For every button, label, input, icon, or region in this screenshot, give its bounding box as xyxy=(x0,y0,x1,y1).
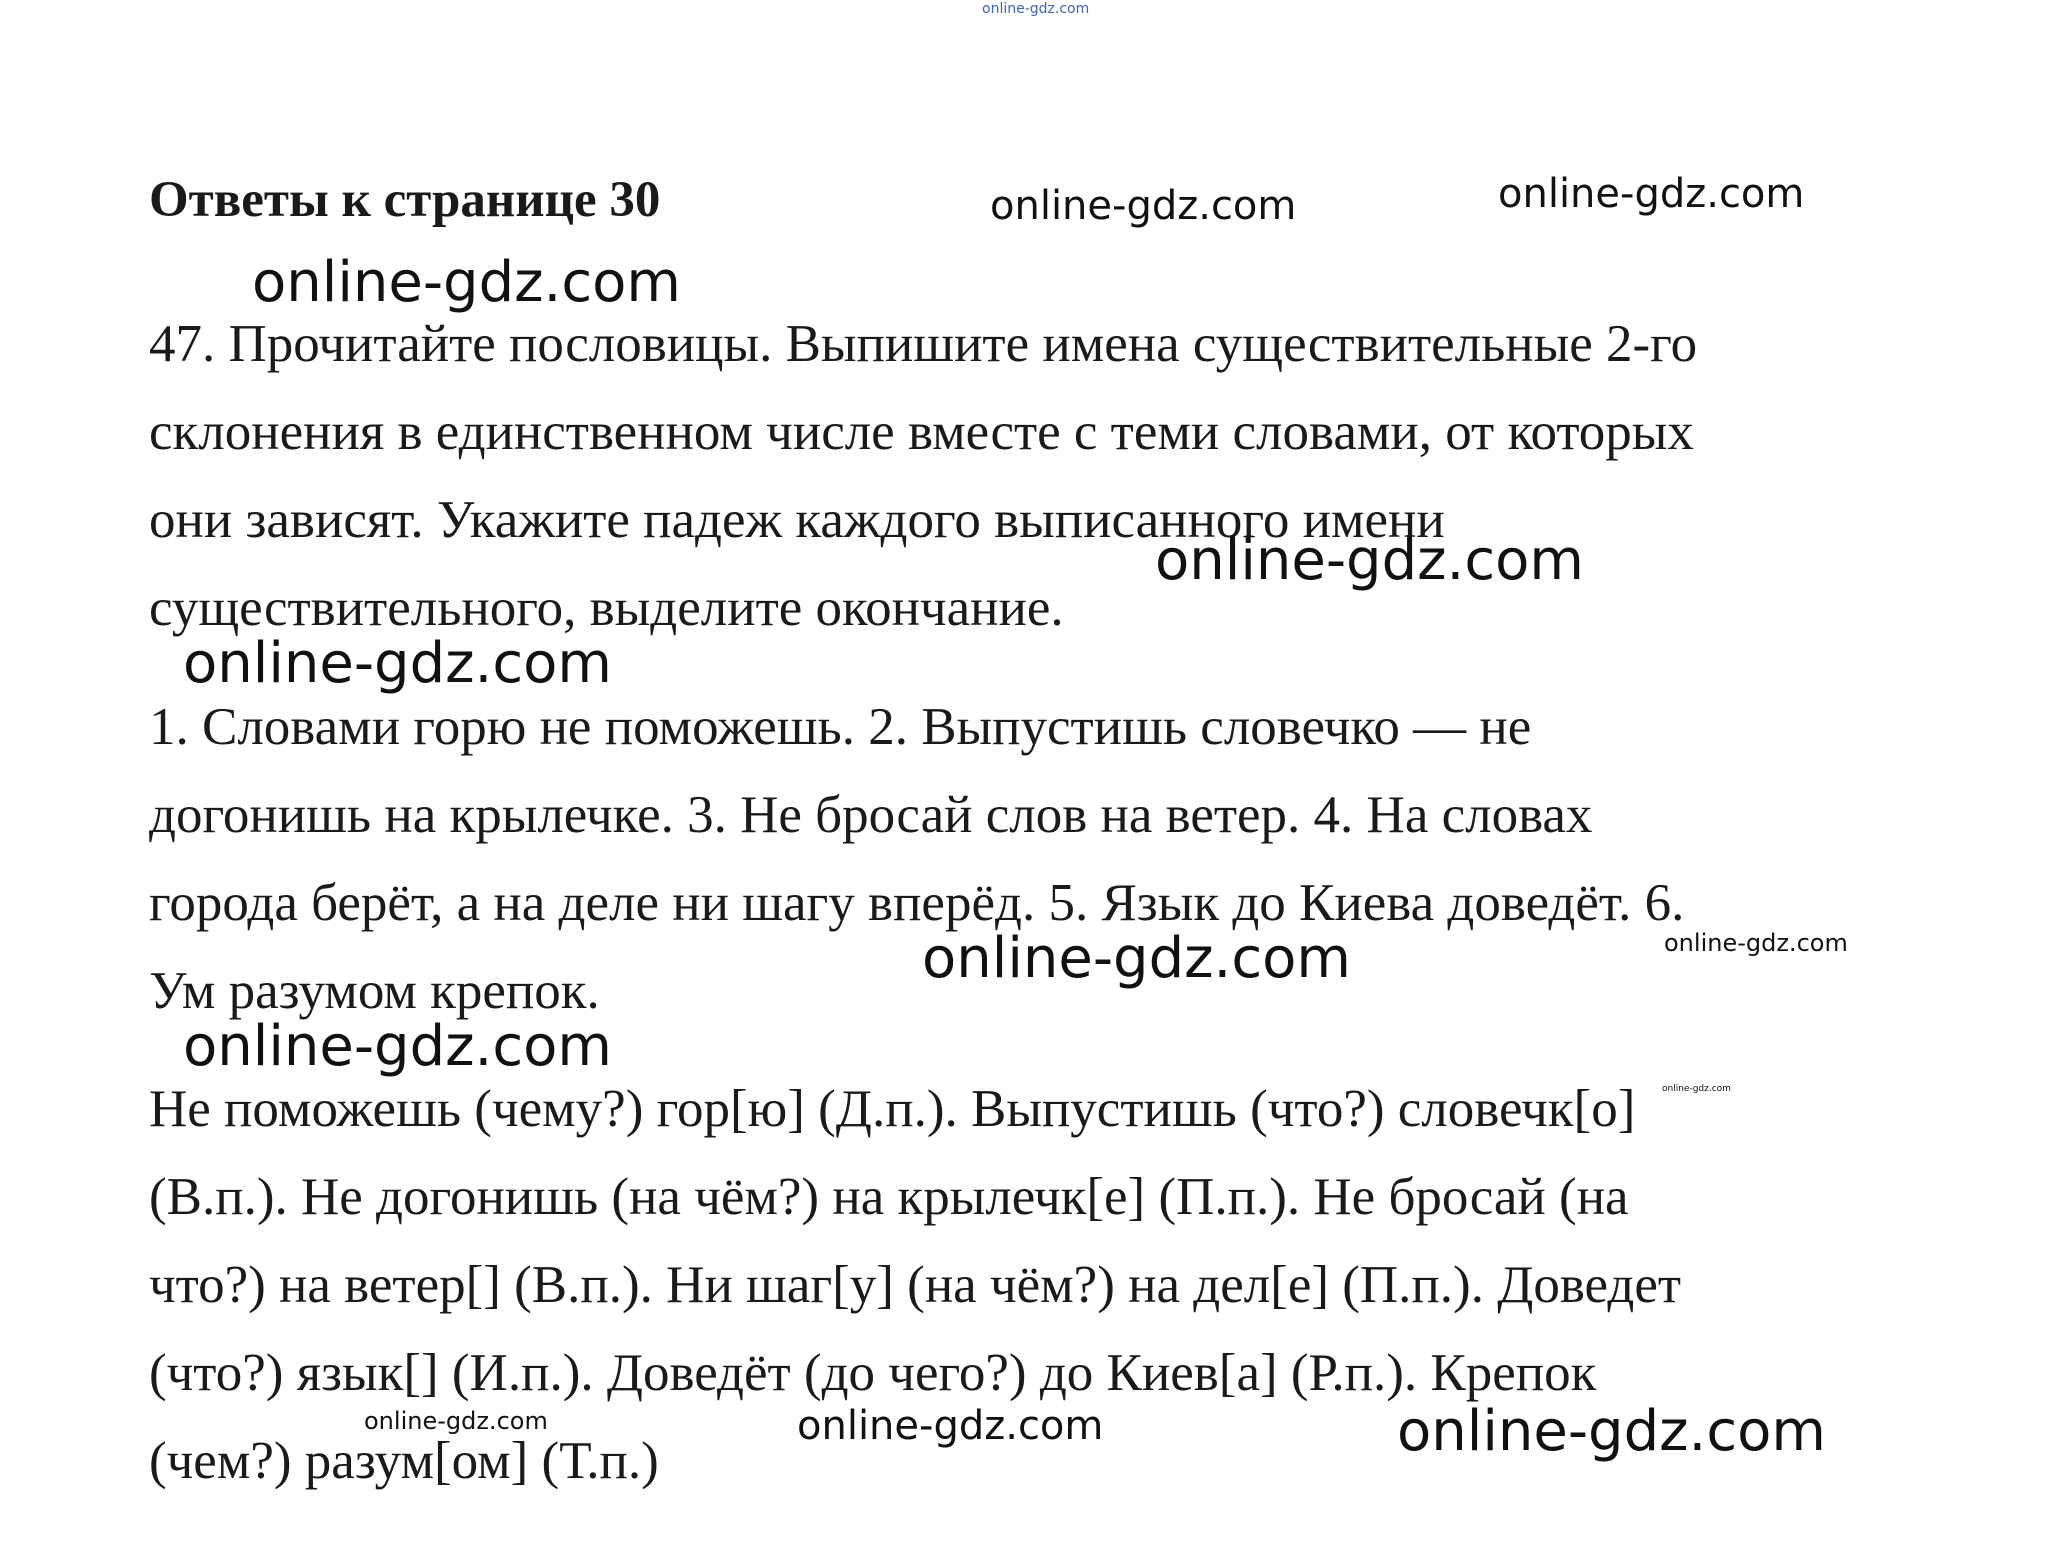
watermark: online-gdz.com xyxy=(982,1,1090,17)
watermark: online-gdz.com xyxy=(183,1014,612,1079)
task-line: склонения в единственном числе вместе с теми словами, от которых xyxy=(149,403,1694,461)
task-line: 47. Прочитайте пословицы. Выпишите имена существительные 2-го xyxy=(149,315,1698,373)
task-line: существительного, выделите окончание. xyxy=(149,579,1064,637)
watermark: online-gdz.com xyxy=(797,1403,1104,1449)
watermark: online-gdz.com xyxy=(922,926,1351,991)
watermark: online-gdz.com xyxy=(1498,171,1805,217)
proverbs-line: догонишь на крылечке. 3. Не бросай слов на ветер. 4. На словах xyxy=(149,786,1593,844)
task-text xyxy=(149,300,1909,652)
answer-line: (что?) язык[] (И.п.). Доведёт (до чего?) до Киев[а] (Р.п.). Крепок xyxy=(149,1344,1597,1402)
watermark: online-gdz.com xyxy=(364,1407,548,1435)
proverbs-line: Ум разумом крепок. xyxy=(149,962,600,1020)
page-heading: Ответы к странице 30 xyxy=(149,172,661,228)
answer-line: (В.п.). Не догонишь (на чём?) на крылечк[е] (П.п.). Не бросай (на xyxy=(149,1168,1629,1226)
watermark: online-gdz.com xyxy=(1155,528,1584,593)
watermark: online-gdz.com xyxy=(183,631,612,696)
watermark: online-gdz.com xyxy=(990,183,1297,229)
watermark: online-gdz.com xyxy=(1664,929,1848,957)
answer-line: (чем?) разум[ом] (Т.п.) xyxy=(149,1432,659,1490)
watermark: online-gdz.com xyxy=(252,250,681,315)
proverbs-line: города берёт, а на деле ни шагу вперёд. 5. Язык до Киева доведёт. 6. xyxy=(149,874,1685,932)
task-line: они зависят. Укажите падеж каждого выписанного имени xyxy=(149,491,1445,549)
proverbs-line: 1. Словами горю не поможешь. 2. Выпустишь словечко — не xyxy=(149,698,1532,756)
answer-line: Не поможешь (чему?) гор[ю] (Д.п.). Выпустишь (что?) словечк[о] xyxy=(149,1080,1636,1138)
watermark: online-gdz.com xyxy=(1662,1084,1731,1094)
answer-line: что?) на ветер[] (В.п.). Ни шаг[у] (на чём?) на дел[е] (П.п.). Доведет xyxy=(149,1256,1682,1314)
watermark: online-gdz.com xyxy=(1397,1399,1826,1464)
